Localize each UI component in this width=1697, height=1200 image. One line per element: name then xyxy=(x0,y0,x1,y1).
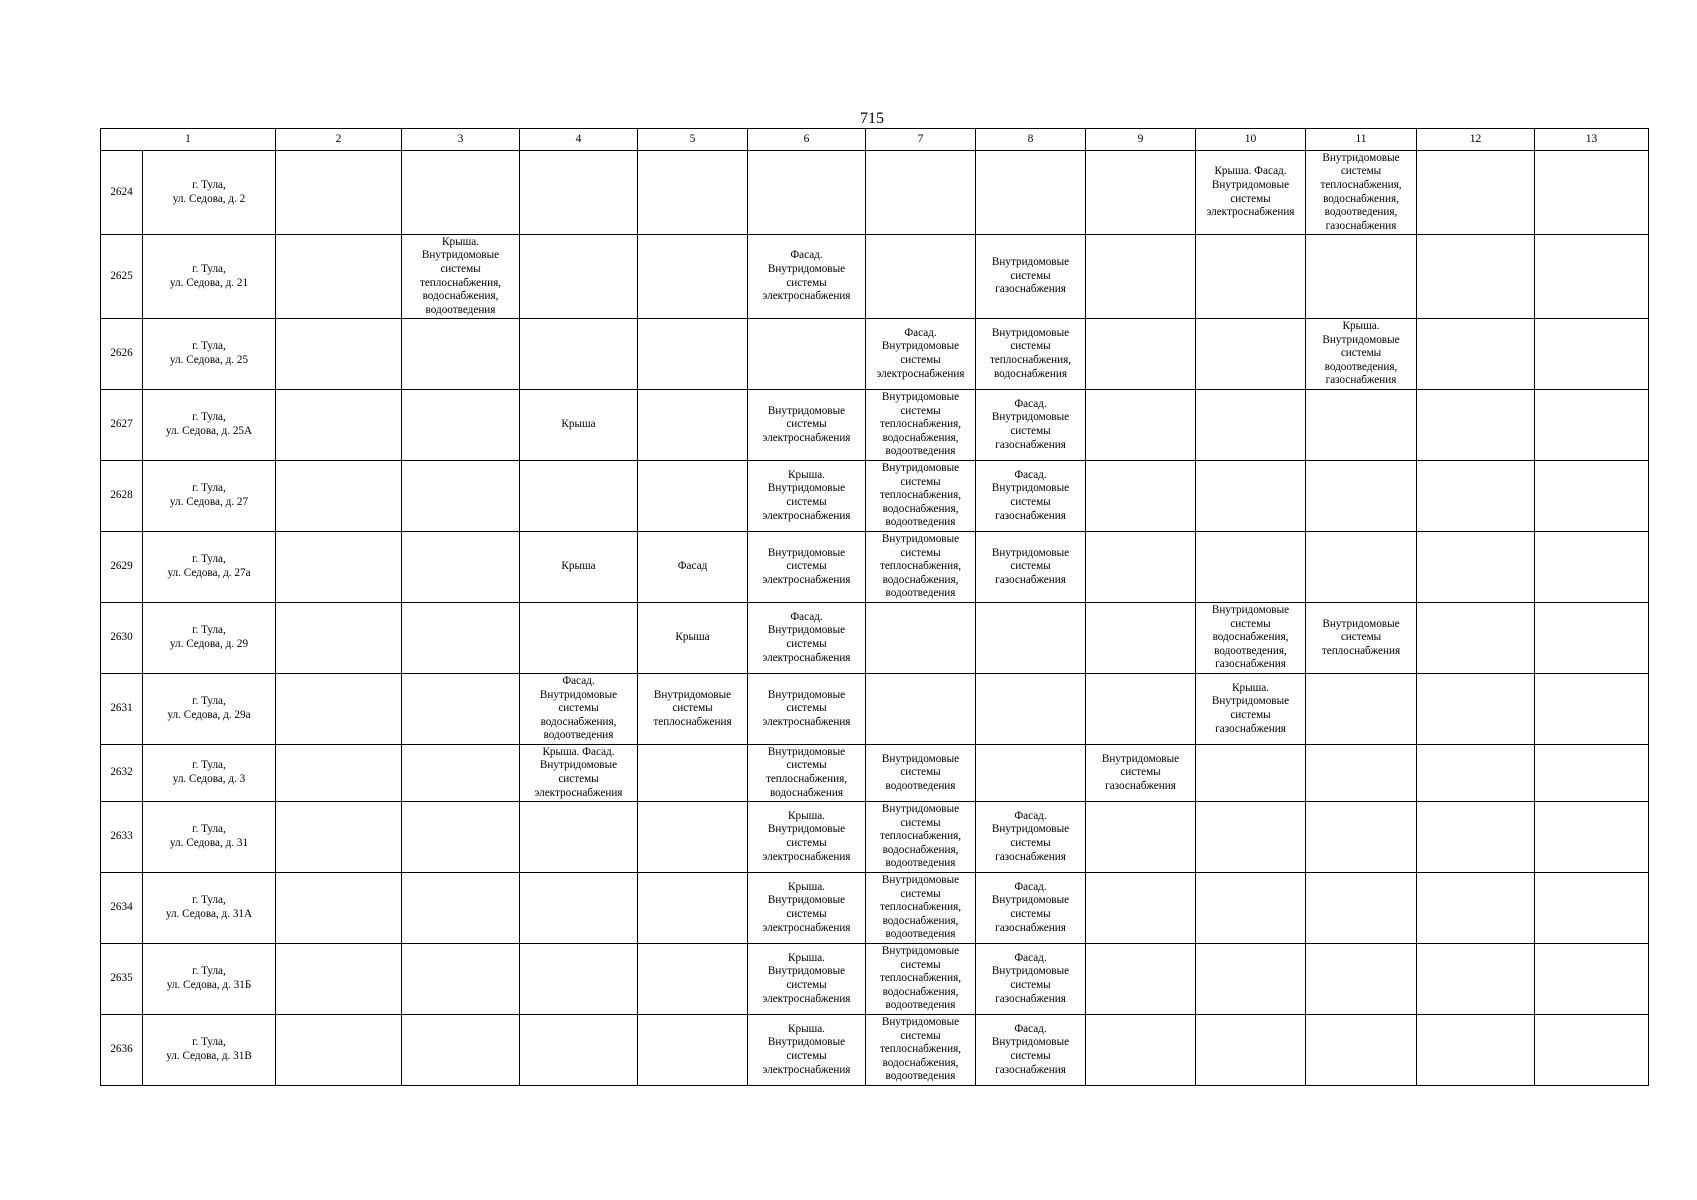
work-type-cell xyxy=(1417,873,1535,944)
work-type-cell: Фасад. Внутридомовые системы электроснабжения xyxy=(748,235,866,319)
work-type-cell xyxy=(402,151,520,235)
table-row xyxy=(101,674,1649,745)
work-type-cell xyxy=(1086,319,1196,390)
row-number: 2636 xyxy=(101,1015,143,1086)
work-type-cell: Крыша. Внутридомовые системы электроснабжения xyxy=(748,944,866,1015)
work-type-cell xyxy=(402,745,520,802)
column-header: 3 xyxy=(402,129,520,151)
work-type-cell xyxy=(402,1015,520,1086)
work-type-cell: Крыша xyxy=(520,390,638,461)
work-type-cell xyxy=(1086,390,1196,461)
work-type-cell xyxy=(1196,802,1306,873)
work-type-cell xyxy=(638,461,748,532)
work-type-cell: Внутридомовые системы электроснабжения xyxy=(748,674,866,745)
work-type-cell xyxy=(520,603,638,674)
work-type-cell: Фасад. Внутридомовые системы газоснабжения xyxy=(976,461,1086,532)
work-type-cell xyxy=(1086,1015,1196,1086)
work-type-cell: Внутридомовые системы водоснабжения, водоотведения, газоснабжения xyxy=(1196,603,1306,674)
work-type-cell: Фасад. Внутридомовые системы газоснабжения xyxy=(976,1015,1086,1086)
column-header: 1 xyxy=(101,129,276,151)
column-header: 12 xyxy=(1417,129,1535,151)
work-type-cell xyxy=(276,390,402,461)
work-type-cell: Внутридомовые системы теплоснабжения, водоснабжения, водоотведения xyxy=(866,532,976,603)
work-type-cell xyxy=(276,745,402,802)
work-type-cell xyxy=(1535,745,1649,802)
work-type-cell xyxy=(276,802,402,873)
work-type-cell xyxy=(1086,461,1196,532)
work-type-cell xyxy=(866,674,976,745)
table-row xyxy=(101,532,1649,603)
work-type-cell xyxy=(1306,461,1417,532)
column-header: 4 xyxy=(520,129,638,151)
work-type-cell: Крыша. Внутридомовые системы электроснабжения xyxy=(748,873,866,944)
work-type-cell xyxy=(276,151,402,235)
work-type-cell xyxy=(1306,674,1417,745)
column-header: 10 xyxy=(1196,129,1306,151)
work-type-cell xyxy=(1535,873,1649,944)
work-type-cell xyxy=(866,151,976,235)
work-type-cell xyxy=(520,319,638,390)
table-row xyxy=(101,873,1649,944)
work-type-cell xyxy=(1417,745,1535,802)
column-header: 9 xyxy=(1086,129,1196,151)
work-type-cell: Фасад. Внутридомовые системы электроснабжения xyxy=(866,319,976,390)
work-type-cell xyxy=(1306,532,1417,603)
work-type-cell: Крыша. Внутридомовые системы теплоснабжения, водоснабжения, водоотведения xyxy=(402,235,520,319)
address-cell: г. Тула, ул. Седова, д. 25 xyxy=(143,319,276,390)
work-type-cell: Крыша. Внутридомовые системы электроснабжения xyxy=(748,461,866,532)
work-type-cell: Внутридомовые системы теплоснабжения, водоснабжения, водоотведения xyxy=(866,944,976,1015)
work-type-cell xyxy=(1086,235,1196,319)
work-type-cell: Внутридомовые системы электроснабжения xyxy=(748,532,866,603)
work-type-cell xyxy=(1535,1015,1649,1086)
work-type-cell xyxy=(1535,461,1649,532)
table-row xyxy=(101,802,1649,873)
work-type-cell xyxy=(638,1015,748,1086)
table-row xyxy=(101,461,1649,532)
address-cell: г. Тула, ул. Седова, д. 21 xyxy=(143,235,276,319)
work-type-cell xyxy=(520,802,638,873)
address-cell: г. Тула, ул. Седова, д. 2 xyxy=(143,151,276,235)
work-type-cell: Крыша. Фасад. Внутридомовые системы электроснабжения xyxy=(520,745,638,802)
work-type-cell xyxy=(1196,532,1306,603)
work-type-cell xyxy=(520,461,638,532)
work-type-cell xyxy=(520,944,638,1015)
work-type-cell: Внутридомовые системы теплоснабжения, водоснабжения, водоотведения, газоснабжения xyxy=(1306,151,1417,235)
row-number: 2629 xyxy=(101,532,143,603)
address-cell: г. Тула, ул. Седова, д. 31В xyxy=(143,1015,276,1086)
row-number: 2630 xyxy=(101,603,143,674)
work-type-cell xyxy=(1306,944,1417,1015)
work-type-cell: Внутридомовые системы теплоснабжения, водоснабжения, водоотведения xyxy=(866,461,976,532)
work-type-cell: Фасад. Внутридомовые системы водоснабжения, водоотведения xyxy=(520,674,638,745)
address-cell: г. Тула, ул. Седова, д. 27 xyxy=(143,461,276,532)
work-type-cell xyxy=(1535,944,1649,1015)
work-type-cell xyxy=(276,532,402,603)
work-type-cell xyxy=(1196,390,1306,461)
work-type-cell xyxy=(402,674,520,745)
column-header: 5 xyxy=(638,129,748,151)
address-cell: г. Тула, ул. Седова, д. 31 xyxy=(143,802,276,873)
table-row xyxy=(101,319,1649,390)
work-type-cell xyxy=(276,944,402,1015)
work-type-cell: Фасад. Внутридомовые системы газоснабжения xyxy=(976,944,1086,1015)
work-type-cell xyxy=(638,319,748,390)
work-type-cell: Внутридомовые системы электроснабжения xyxy=(748,390,866,461)
work-type-cell xyxy=(520,1015,638,1086)
work-type-cell xyxy=(638,944,748,1015)
row-number: 2626 xyxy=(101,319,143,390)
work-type-cell xyxy=(866,235,976,319)
work-type-cell xyxy=(1306,235,1417,319)
address-cell: г. Тула, ул. Седова, д. 31А xyxy=(143,873,276,944)
work-type-cell xyxy=(748,319,866,390)
table-row xyxy=(101,603,1649,674)
row-number: 2628 xyxy=(101,461,143,532)
work-type-cell xyxy=(1306,873,1417,944)
work-type-cell xyxy=(1196,745,1306,802)
work-type-cell xyxy=(638,802,748,873)
work-type-cell: Внутридомовые системы газоснабжения xyxy=(1086,745,1196,802)
table-row xyxy=(101,944,1649,1015)
work-type-cell xyxy=(1535,674,1649,745)
work-type-cell xyxy=(402,532,520,603)
work-type-cell: Крыша xyxy=(638,603,748,674)
work-type-cell: Внутридомовые системы теплоснабжения, водоснабжения xyxy=(976,319,1086,390)
work-type-cell xyxy=(402,944,520,1015)
work-type-cell xyxy=(1086,532,1196,603)
work-type-cell xyxy=(1306,802,1417,873)
work-type-cell xyxy=(1417,390,1535,461)
row-number: 2633 xyxy=(101,802,143,873)
work-type-cell xyxy=(1535,802,1649,873)
work-type-cell xyxy=(1306,390,1417,461)
column-header: 2 xyxy=(276,129,402,151)
work-type-cell: Фасад xyxy=(638,532,748,603)
work-type-cell: Внутридомовые системы теплоснабжения xyxy=(1306,603,1417,674)
work-type-cell xyxy=(1417,151,1535,235)
column-header: 7 xyxy=(866,129,976,151)
work-type-cell xyxy=(1196,944,1306,1015)
work-type-cell xyxy=(1086,873,1196,944)
address-cell: г. Тула, ул. Седова, д. 29 xyxy=(143,603,276,674)
work-type-cell xyxy=(276,1015,402,1086)
column-header: 8 xyxy=(976,129,1086,151)
work-type-cell xyxy=(1086,603,1196,674)
work-type-cell: Крыша. Фасад. Внутридомовые системы электроснабжения xyxy=(1196,151,1306,235)
work-type-cell xyxy=(276,873,402,944)
work-type-cell xyxy=(748,151,866,235)
work-type-cell: Внутридомовые системы теплоснабжения, водоснабжения, водоотведения xyxy=(866,873,976,944)
work-type-cell xyxy=(1086,802,1196,873)
table-row xyxy=(101,151,1649,235)
work-type-cell: Внутридомовые системы водоотведения xyxy=(866,745,976,802)
work-type-cell xyxy=(1535,151,1649,235)
column-header: 11 xyxy=(1306,129,1417,151)
work-type-cell xyxy=(638,390,748,461)
table-row xyxy=(101,745,1649,802)
work-type-cell: Внутридомовые системы теплоснабжения, водоснабжения xyxy=(748,745,866,802)
table-row xyxy=(101,390,1649,461)
work-type-cell xyxy=(1086,151,1196,235)
work-type-cell xyxy=(1535,235,1649,319)
work-type-cell xyxy=(866,603,976,674)
work-type-cell xyxy=(638,873,748,944)
work-type-cell xyxy=(1535,319,1649,390)
work-type-cell xyxy=(1417,461,1535,532)
work-type-cell xyxy=(1417,319,1535,390)
work-type-cell xyxy=(1417,235,1535,319)
work-type-cell xyxy=(976,745,1086,802)
work-type-cell: Фасад. Внутридомовые системы газоснабжения xyxy=(976,873,1086,944)
work-type-cell: Внутридомовые системы теплоснабжения xyxy=(638,674,748,745)
work-type-cell xyxy=(276,235,402,319)
row-number: 2627 xyxy=(101,390,143,461)
work-type-cell xyxy=(276,674,402,745)
work-type-cell: Внутридомовые системы газоснабжения xyxy=(976,532,1086,603)
address-cell: г. Тула, ул. Седова, д. 25А xyxy=(143,390,276,461)
work-type-cell: Фасад. Внутридомовые системы электроснабжения xyxy=(748,603,866,674)
work-type-cell: Крыша. Внутридомовые системы электроснабжения xyxy=(748,1015,866,1086)
address-cell: г. Тула, ул. Седова, д. 31Б xyxy=(143,944,276,1015)
work-type-cell xyxy=(1417,674,1535,745)
column-number-header-row xyxy=(101,129,1649,151)
column-header: 13 xyxy=(1535,129,1649,151)
work-type-cell xyxy=(1196,1015,1306,1086)
row-number: 2624 xyxy=(101,151,143,235)
column-header: 6 xyxy=(748,129,866,151)
work-type-cell xyxy=(1086,944,1196,1015)
work-type-cell xyxy=(1417,532,1535,603)
work-type-cell: Крыша. Внутридомовые системы газоснабжения xyxy=(1196,674,1306,745)
work-type-cell xyxy=(276,319,402,390)
work-type-cell xyxy=(520,151,638,235)
work-type-cell xyxy=(1196,319,1306,390)
work-type-cell: Крыша xyxy=(520,532,638,603)
work-type-cell xyxy=(1196,461,1306,532)
work-type-cell xyxy=(1417,603,1535,674)
work-type-cell: Фасад. Внутридомовые системы газоснабжения xyxy=(976,802,1086,873)
work-type-cell xyxy=(276,603,402,674)
work-type-cell xyxy=(520,873,638,944)
work-type-cell: Крыша. Внутридомовые системы электроснабжения xyxy=(748,802,866,873)
work-type-cell xyxy=(1535,603,1649,674)
work-type-cell: Крыша. Внутридомовые системы водоотведения, газоснабжения xyxy=(1306,319,1417,390)
table-row xyxy=(101,1015,1649,1086)
row-number: 2635 xyxy=(101,944,143,1015)
work-type-cell xyxy=(402,390,520,461)
work-type-cell xyxy=(638,151,748,235)
work-type-cell xyxy=(1417,944,1535,1015)
work-type-cell xyxy=(976,151,1086,235)
work-type-cell xyxy=(976,674,1086,745)
work-type-cell: Внутридомовые системы теплоснабжения, водоснабжения, водоотведения xyxy=(866,390,976,461)
work-type-cell xyxy=(402,873,520,944)
row-number: 2631 xyxy=(101,674,143,745)
work-type-cell: Внутридомовые системы теплоснабжения, водоснабжения, водоотведения xyxy=(866,802,976,873)
work-type-cell xyxy=(638,745,748,802)
work-type-cell xyxy=(1417,802,1535,873)
table-row xyxy=(101,235,1649,319)
work-type-cell xyxy=(1417,1015,1535,1086)
work-type-cell xyxy=(402,319,520,390)
row-number: 2632 xyxy=(101,745,143,802)
work-type-cell xyxy=(976,603,1086,674)
work-type-cell xyxy=(402,802,520,873)
work-type-cell: Фасад. Внутридомовые системы газоснабжения xyxy=(976,390,1086,461)
page-number: 715 xyxy=(860,110,884,127)
work-type-cell xyxy=(1306,745,1417,802)
work-type-cell xyxy=(520,235,638,319)
work-type-cell xyxy=(1535,532,1649,603)
work-type-cell xyxy=(1196,235,1306,319)
work-type-cell xyxy=(638,235,748,319)
address-cell: г. Тула, ул. Седова, д. 3 xyxy=(143,745,276,802)
work-type-cell xyxy=(1535,390,1649,461)
work-type-cell xyxy=(1306,1015,1417,1086)
work-type-cell xyxy=(402,461,520,532)
address-cell: г. Тула, ул. Седова, д. 27а xyxy=(143,532,276,603)
work-type-cell xyxy=(1086,674,1196,745)
row-number: 2625 xyxy=(101,235,143,319)
work-type-cell xyxy=(1196,873,1306,944)
work-type-cell: Внутридомовые системы газоснабжения xyxy=(976,235,1086,319)
address-cell: г. Тула, ул. Седова, д. 29а xyxy=(143,674,276,745)
work-type-cell: Внутридомовые системы теплоснабжения, водоснабжения, водоотведения xyxy=(866,1015,976,1086)
work-type-cell xyxy=(402,603,520,674)
row-number: 2634 xyxy=(101,873,143,944)
capital-repair-table xyxy=(100,128,1649,1086)
work-type-cell xyxy=(276,461,402,532)
